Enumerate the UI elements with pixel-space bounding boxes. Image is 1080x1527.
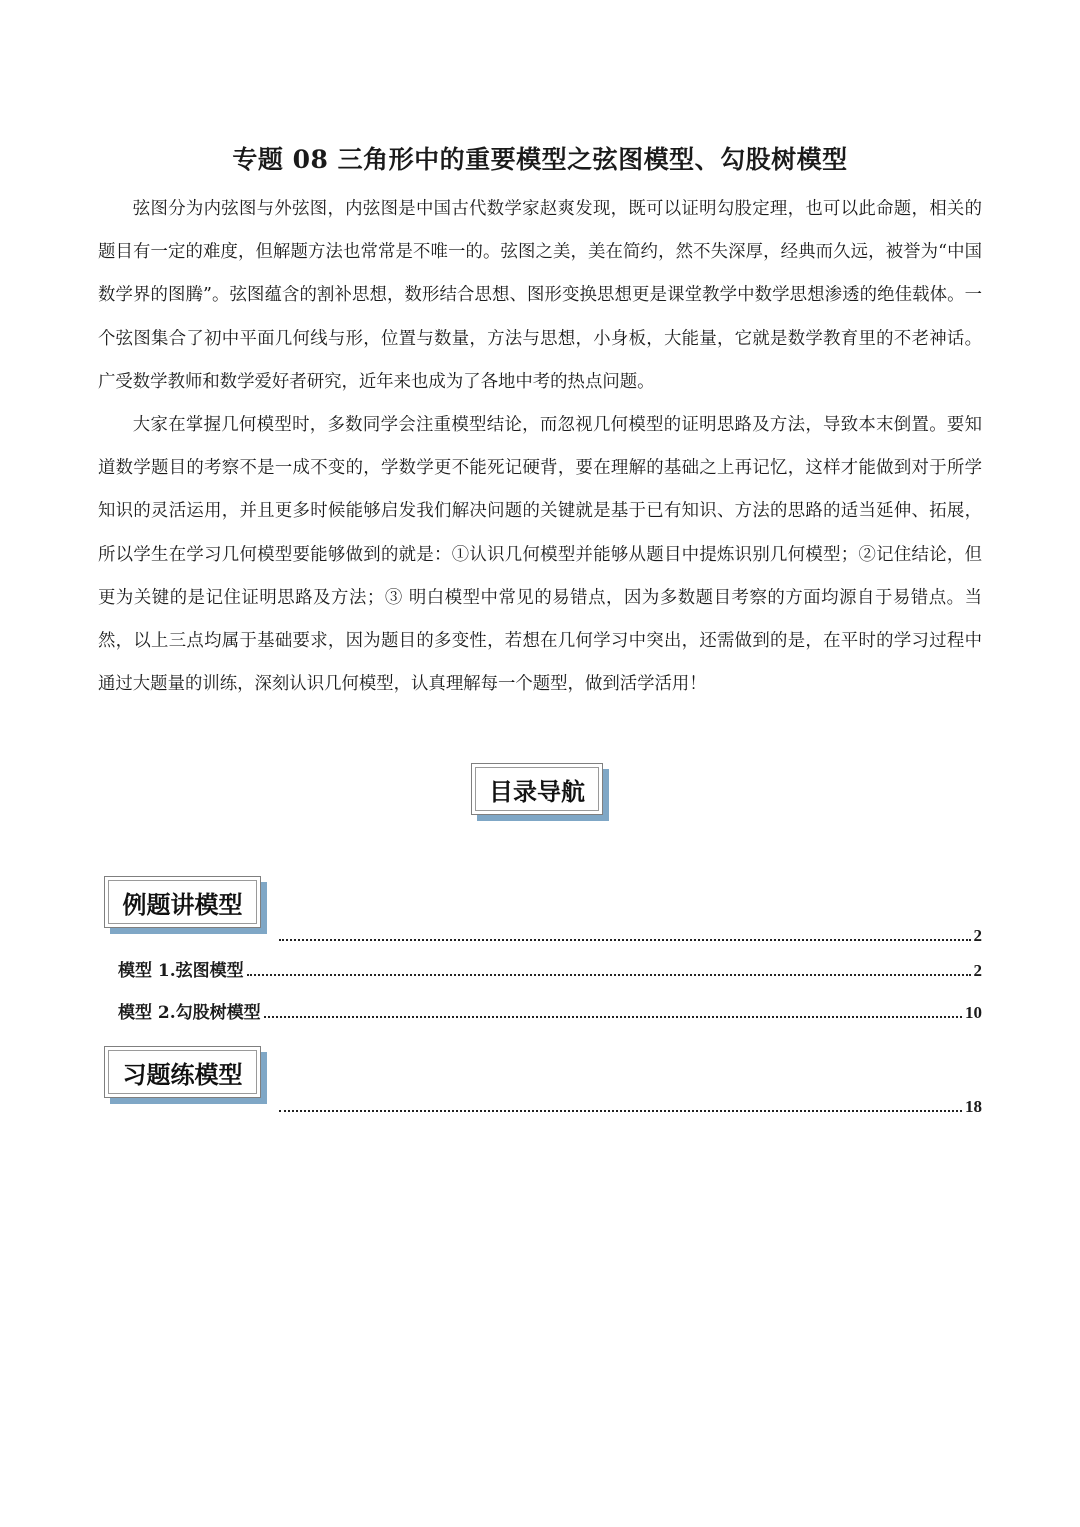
toc-nav-heading [471, 763, 603, 815]
intro-paragraph-1: 弦图分为内弦图与外弦图，内弦图是中国古代数学家赵爽发现，既可以证明勾股定理，也可以此命题，相关的题目有一定的难度，但解题方法也常常是不唯一的。弦图之美，美在简约，然不失深厚，经典而久远，被誉为“中国数学界的图腾”。弦图蕴含的割补思想，数形结合思想、图形变换思想更是课堂教学中数学思想渗透的绝佳载体。一个弦图集合了初中平面几何线与形，位置与数量，方法与思想，小身板，大能量，它就是数学教育里的不老神话。广受数学教师和数学爱好者研究，近年来也成为了各地中考的热点问题。 [98, 199, 982, 392]
toc-page-number: 10 [965, 1003, 982, 1022]
toc-entry-model-2[interactable] [118, 998, 982, 1023]
toc-leader-dots [279, 1109, 962, 1112]
toc-entry-label: 模型 2.勾股树模型 [118, 1003, 261, 1023]
toc-entry-model-1[interactable] [118, 956, 982, 981]
toc-page-number: 2 [973, 961, 982, 980]
toc-entry-label: 模型 1.弦图模型 [118, 961, 244, 981]
toc-entry-exercises[interactable] [276, 1097, 982, 1117]
section-heading-examples-label: 例题讲模型 [122, 890, 243, 919]
section-heading-exercises-label: 习题练模型 [122, 1060, 243, 1089]
toc-leader-dots [264, 1015, 962, 1018]
section-heading-examples[interactable] [104, 876, 261, 928]
intro-text [98, 188, 982, 706]
toc-page-number: 18 [965, 1097, 982, 1116]
toc-leader-dots [247, 973, 971, 976]
toc-page-number: 2 [973, 926, 982, 945]
toc-leader-dots [279, 938, 971, 941]
toc-entry-examples[interactable] [276, 926, 982, 946]
toc-nav-heading-label: 目录导航 [489, 777, 585, 806]
section-heading-exercises[interactable] [104, 1046, 261, 1098]
page-title: 专题 08 三角形中的重要模型之弦图模型、勾股树模型 [232, 145, 848, 174]
intro-paragraph-2: 大家在掌握几何模型时，多数同学会注重模型结论，而忽视几何模型的证明思路及方法，导致本末倒置。要知道数学题目的考察不是一成不变的，学数学更不能死记硬背，要在理解的基础之上再记忆，这样才能做到对于所学知识的灵活运用，并且更多时候能够启发我们解决问题的关键就是基于已有知识、方法的思路的适当延伸、拓展，所以学生在学习几何模型要能够做到的就是：①认识几何模型并能够从题目中提炼识别几何模型；②记住结论，但更为关键的是记住证明思路及方法；③ 明白模型中常见的易错点，因为多数题目考察的方面均源自于易错点。当然，以上三点均属于基础要求，因为题目的多变性，若想在几何学习中突出，还需做到的是，在平时的学习过程中通过大题量的训练，深刻认识几何模型，认真理解每一个题型，做到活学活用！ [98, 415, 982, 695]
